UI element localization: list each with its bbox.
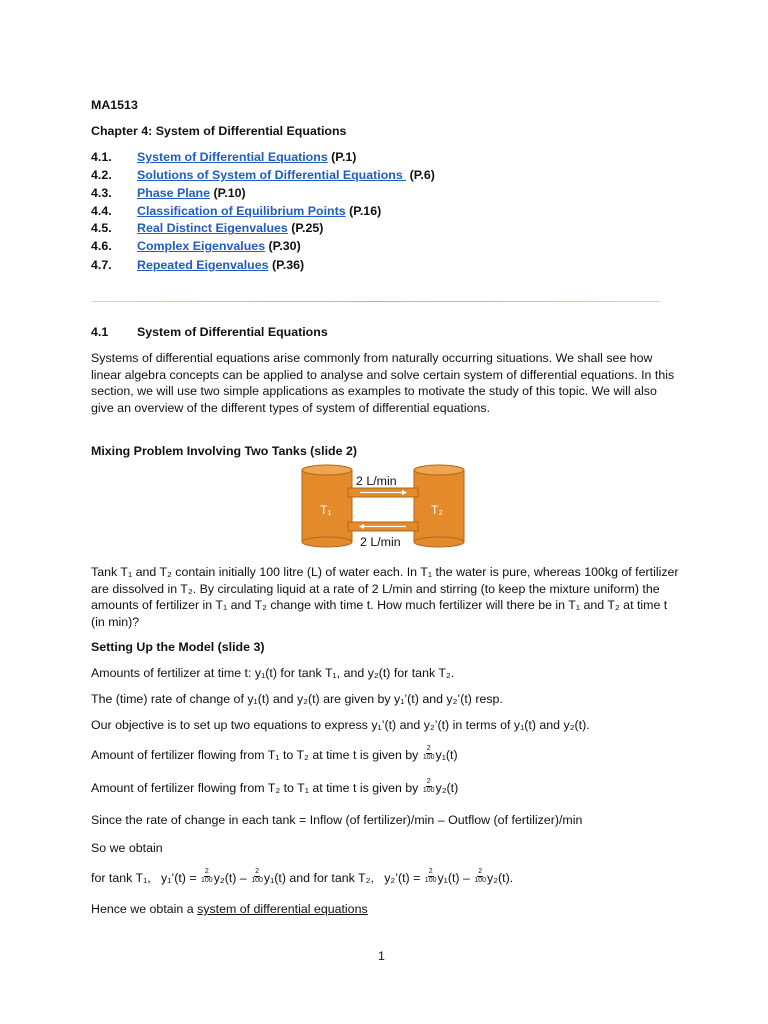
objective-line: Our objective is to set up two equations to express y₁’(t) and y₂’(t) in terms of y₁(t) and y₂(t). — [91, 718, 590, 732]
flow-1-var: y₁(t) — [435, 748, 458, 762]
fraction: $\frac{2}{100}$ — [201, 868, 213, 885]
system-equation-line: for tank T₁, y₁’(t) = $\frac{2}{100}$ y₂(t) – $\frac{2}{100}$ y₁(t) and for tank T₂, y₂’(t) = $\frac{2}{100}$ y₁(t) – $\frac{2}{100}$ y₂(t). — [91, 868, 514, 885]
toc-link[interactable]: Solutions of System of Differential Equations — [137, 168, 407, 182]
toc-page: (P.1) — [331, 150, 357, 164]
flow-1-line — [91, 747, 458, 764]
section-heading — [91, 324, 328, 340]
top-flow-label: 2 L/min — [356, 474, 397, 488]
toc-link[interactable]: Phase Plane — [137, 186, 211, 200]
section-title: System of Differential Equations — [137, 325, 328, 339]
intro-paragraph: Systems of differential equations arise commonly from naturally occurring situations. We shall see how linear algebra concepts can be applied to analyse and solve certain system of differential equations. In this section, we will use two simple applications as examples to motivate the study of this topic. We will also give an overview of the different types of system of differential equations. — [91, 351, 675, 415]
section-divider — [91, 301, 661, 302]
toc-item — [91, 203, 381, 219]
toc-number: 4.1. — [91, 150, 112, 164]
fraction: $\frac{2}{100}$ — [422, 745, 435, 762]
chapter-title: Chapter 4: System of Differential Equations — [91, 124, 347, 138]
model-heading: Setting Up the Model (slide 3) — [91, 640, 265, 654]
toc-link[interactable]: Repeated Eigenvalues — [137, 258, 269, 272]
toc-number: 4.2. — [91, 168, 112, 182]
toc-page: (P.6) — [409, 168, 435, 182]
toc-link[interactable]: Classification of Equilibrium Points — [137, 204, 346, 218]
bottom-flow-label: 2 L/min — [360, 535, 401, 549]
toc-number: 4.4. — [91, 204, 112, 218]
toc-item — [91, 167, 435, 183]
toc-number: 4.5. — [91, 221, 112, 235]
tank-1-label: T₁ — [320, 503, 332, 517]
system-of-de-term: system of differential equations — [197, 902, 368, 916]
toc-number: 4.6. — [91, 239, 112, 253]
fraction: $\frac{2}{100}$ — [424, 868, 437, 885]
flow-1-text: Amount of fertilizer flowing from T₁ to T₂ at time t is given by — [91, 748, 419, 762]
mixing-heading: Mixing Problem Involving Two Tanks (slide 2) — [91, 444, 357, 458]
toc-page: (P.25) — [291, 221, 324, 235]
toc-link[interactable]: Complex Eigenvalues — [137, 239, 266, 253]
fraction: $\frac{2}{100}$ — [474, 868, 487, 885]
toc-link[interactable]: Real Distinct Eigenvalues — [137, 221, 288, 235]
flow-2-text: Amount of fertilizer flowing from T₂ to T₁ at time t is given by — [91, 781, 419, 795]
page-number: 1 — [378, 949, 385, 963]
toc-item — [91, 149, 356, 165]
problem-paragraph: Tank T₁ and T₂ contain initially 100 litre (L) of water each. In T₁ the water is pure, whereas 100kg of fertilizer are dissolved in T₂. By circulating liquid at a rate of 2 L/min and stirring (to keep the mixture uniform) the amounts of fertilizer in T₁ and T₂ change with time t. How much fertilizer will there be in T₁ and T₂ at time t (in min)? — [91, 565, 679, 629]
toc-page: (P.16) — [349, 204, 382, 218]
toc-item — [91, 185, 246, 201]
toc-item — [91, 238, 301, 254]
amounts-line: Amounts of fertilizer at time t: y₁(t) for tank T₁, and y₂(t) for tank T₂. — [91, 666, 455, 680]
toc-page: (P.10) — [213, 186, 246, 200]
rate-line: The (time) rate of change of y₁(t) and y₂(t) are given by y₁’(t) and y₂’(t) resp. — [91, 692, 503, 706]
since-line: Since the rate of change in each tank = Inflow (of fertilizer)/min – Outflow (of fertilizer)/min — [91, 813, 583, 827]
hence-line: Hence we obtain a system of differential equations — [91, 902, 368, 916]
so-line: So we obtain — [91, 841, 163, 855]
fraction: $\frac{2}{100}$ — [251, 868, 263, 885]
toc-page: (P.30) — [268, 239, 301, 253]
tank-2-label: T₂ — [431, 503, 443, 517]
toc-page: (P.36) — [271, 258, 305, 272]
toc-link[interactable]: System of Differential Equations — [137, 150, 328, 164]
toc-number: 4.7. — [91, 258, 112, 272]
section-number: 4.1 — [91, 325, 109, 339]
toc-item — [91, 220, 323, 236]
flow-2-line — [91, 780, 458, 797]
toc-number: 4.3. — [91, 186, 112, 200]
two-tank-diagram — [290, 462, 470, 554]
course-code: MA1513 — [91, 98, 138, 112]
flow-2-var: y₂(t) — [435, 781, 459, 795]
toc-item — [91, 257, 304, 273]
fraction: $\frac{2}{100}$ — [422, 778, 435, 795]
